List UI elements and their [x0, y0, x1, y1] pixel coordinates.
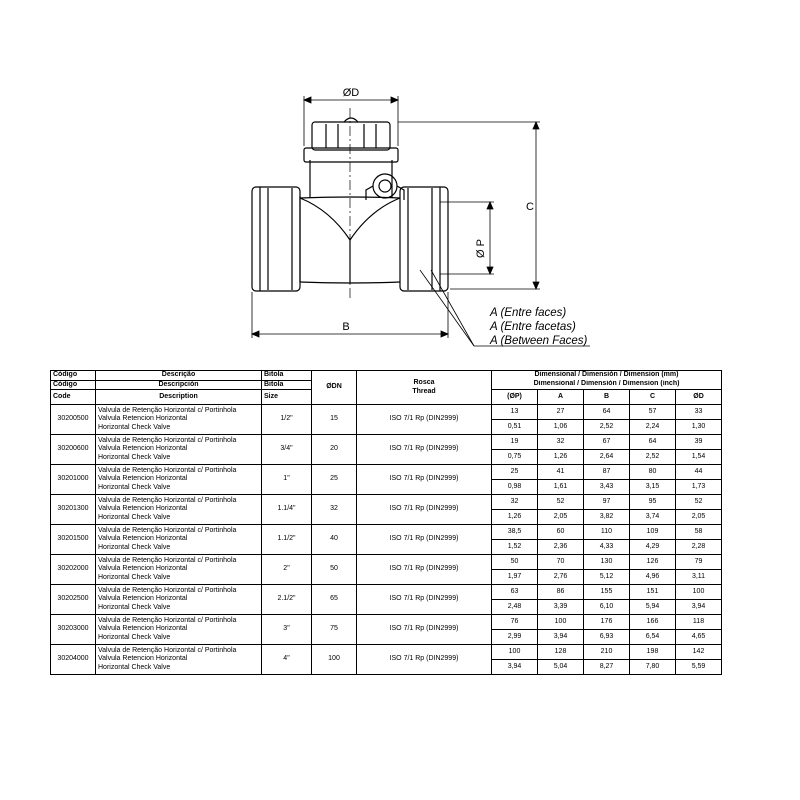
row-dim-mm: 60 — [538, 525, 584, 540]
row-dim-mm: 155 — [584, 585, 630, 600]
table-row — [51, 465, 722, 480]
row-dim-inch: 0,75 — [492, 450, 538, 465]
row-dim-inch: 3,39 — [538, 600, 584, 615]
row-desc-en: Horizontal Check Valve — [98, 453, 171, 461]
faces-label-pt: A (Entre faces) — [490, 307, 567, 319]
row-desc-es: Valvula Retencion Horizontal — [98, 475, 188, 483]
label-p: Ø P — [475, 239, 487, 258]
row-description — [96, 615, 262, 645]
row-description — [96, 405, 262, 435]
row-code: 30201300 — [51, 495, 96, 525]
row-dim-inch: 3,74 — [630, 510, 676, 525]
row-dim-inch: 5,12 — [584, 570, 630, 585]
row-dim-inch: 3,94 — [538, 630, 584, 645]
row-dim-mm: 63 — [492, 585, 538, 600]
dimension-d — [304, 96, 398, 146]
row-desc-pt: Valvula de Retenção Horizontal c/ Portinhola — [98, 496, 237, 504]
row-dim-inch: 3,82 — [584, 510, 630, 525]
header-thread-pt: Rosca — [413, 379, 435, 386]
row-dn: 75 — [312, 615, 357, 645]
row-dim-inch: 2,52 — [584, 420, 630, 435]
table-row — [51, 435, 722, 450]
table-row — [51, 555, 722, 570]
row-desc-pt: Valvula de Retenção Horizontal c/ Portinhola — [98, 436, 237, 444]
row-size: 1/2" — [262, 405, 312, 435]
header-size-pt: Bitola — [262, 371, 312, 381]
row-dim-mm: 52 — [676, 495, 722, 510]
header-dn: ØDN — [312, 371, 357, 405]
row-dim-inch: 1,30 — [676, 420, 722, 435]
row-desc-pt: Valvula de Retenção Horizontal c/ Portinhola — [98, 466, 237, 474]
row-thread: ISO 7/1 Rp (DIN2999) — [357, 615, 492, 645]
row-dim-mm: 52 — [538, 495, 584, 510]
row-size: 2.1/2" — [262, 585, 312, 615]
header-col-c: C — [630, 390, 676, 405]
dimension-b — [252, 292, 448, 338]
row-dim-mm: 76 — [492, 615, 538, 630]
row-thread: ISO 7/1 Rp (DIN2999) — [357, 555, 492, 585]
row-dim-inch: 0,51 — [492, 420, 538, 435]
row-dim-mm: 67 — [584, 435, 630, 450]
row-dim-inch: 2,99 — [492, 630, 538, 645]
row-desc-pt: Valvula de Retenção Horizontal c/ Portinhola — [98, 526, 237, 534]
row-dim-inch: 6,54 — [630, 630, 676, 645]
row-size: 1" — [262, 465, 312, 495]
row-dim-inch: 1,06 — [538, 420, 584, 435]
valve-technical-drawing — [0, 0, 800, 370]
row-desc-es: Valvula Retencion Horizontal — [98, 535, 188, 543]
header-col-b: B — [584, 390, 630, 405]
header-dim-mm: Dimensional / Dimensión / Dimension (mm) — [492, 371, 722, 381]
row-dim-inch: 2,05 — [676, 510, 722, 525]
row-dim-mm: 38,5 — [492, 525, 538, 540]
row-dim-mm: 97 — [584, 495, 630, 510]
label-c: C — [526, 201, 534, 213]
row-desc-en: Horizontal Check Valve — [98, 423, 171, 431]
row-dn: 15 — [312, 405, 357, 435]
row-desc-en: Horizontal Check Valve — [98, 543, 171, 551]
header-desc-pt: Descrição — [96, 371, 262, 381]
row-dim-mm: 142 — [676, 645, 722, 660]
row-desc-en: Horizontal Check Valve — [98, 483, 171, 491]
row-dim-inch: 5,94 — [630, 600, 676, 615]
row-desc-en: Horizontal Check Valve — [98, 633, 171, 641]
row-desc-en: Horizontal Check Valve — [98, 513, 171, 521]
row-dim-mm: 126 — [630, 555, 676, 570]
row-description — [96, 435, 262, 465]
row-thread: ISO 7/1 Rp (DIN2999) — [357, 495, 492, 525]
row-code: 30203000 — [51, 615, 96, 645]
row-desc-pt: Valvula de Retenção Horizontal c/ Portinhola — [98, 406, 237, 414]
table-row — [51, 615, 722, 630]
row-dim-inch: 4,96 — [630, 570, 676, 585]
row-dim-mm: 110 — [584, 525, 630, 540]
row-dim-mm: 50 — [492, 555, 538, 570]
row-dim-mm: 44 — [676, 465, 722, 480]
row-dim-inch: 2,64 — [584, 450, 630, 465]
row-dim-inch: 2,05 — [538, 510, 584, 525]
row-dim-mm: 13 — [492, 405, 538, 420]
row-dn: 65 — [312, 585, 357, 615]
row-dim-mm: 64 — [630, 435, 676, 450]
row-dim-inch: 1,52 — [492, 540, 538, 555]
table-row — [51, 405, 722, 420]
header-desc-es: Descripción — [96, 380, 262, 390]
row-dim-inch: 0,98 — [492, 480, 538, 495]
row-description — [96, 465, 262, 495]
row-thread: ISO 7/1 Rp (DIN2999) — [357, 525, 492, 555]
row-dim-mm: 27 — [538, 405, 584, 420]
row-desc-pt: Valvula de Retenção Horizontal c/ Portinhola — [98, 586, 237, 594]
row-dim-mm: 79 — [676, 555, 722, 570]
row-dim-mm: 176 — [584, 615, 630, 630]
row-dim-mm: 19 — [492, 435, 538, 450]
row-desc-es: Valvula Retencion Horizontal — [98, 445, 188, 453]
row-dim-mm: 130 — [584, 555, 630, 570]
row-size: 3" — [262, 615, 312, 645]
row-description — [96, 585, 262, 615]
row-dim-mm: 58 — [676, 525, 722, 540]
row-desc-es: Valvula Retencion Horizontal — [98, 565, 188, 573]
row-dim-mm: 100 — [676, 585, 722, 600]
row-dim-inch: 2,76 — [538, 570, 584, 585]
row-dn: 32 — [312, 495, 357, 525]
row-dim-mm: 210 — [584, 645, 630, 660]
row-code: 30202000 — [51, 555, 96, 585]
row-dim-inch: 1,26 — [538, 450, 584, 465]
row-dn: 40 — [312, 525, 357, 555]
row-desc-es: Valvula Retencion Horizontal — [98, 595, 188, 603]
row-dim-mm: 118 — [676, 615, 722, 630]
row-dim-mm: 128 — [538, 645, 584, 660]
row-description — [96, 525, 262, 555]
row-dim-mm: 198 — [630, 645, 676, 660]
row-dim-inch: 4,33 — [584, 540, 630, 555]
row-dim-mm: 32 — [492, 495, 538, 510]
header-col-d: ØD — [676, 390, 722, 405]
row-thread: ISO 7/1 Rp (DIN2999) — [357, 465, 492, 495]
row-dim-inch: 5,04 — [538, 660, 584, 675]
row-dim-inch: 3,11 — [676, 570, 722, 585]
row-desc-en: Horizontal Check Valve — [98, 573, 171, 581]
row-dim-mm: 39 — [676, 435, 722, 450]
row-thread: ISO 7/1 Rp (DIN2999) — [357, 645, 492, 675]
row-code: 30202500 — [51, 585, 96, 615]
row-description — [96, 495, 262, 525]
header-dim-inch: Dimensional / Dimensión / Dimension (inch) — [492, 380, 722, 390]
dimension-c — [398, 122, 540, 289]
row-dim-inch: 2,28 — [676, 540, 722, 555]
row-desc-en: Horizontal Check Valve — [98, 603, 171, 611]
row-dim-inch: 5,59 — [676, 660, 722, 675]
row-code: 30201000 — [51, 465, 96, 495]
table-row — [51, 645, 722, 660]
row-dim-mm: 95 — [630, 495, 676, 510]
row-desc-es: Valvula Retencion Horizontal — [98, 655, 188, 663]
row-desc-es: Valvula Retencion Horizontal — [98, 505, 188, 513]
row-dim-inch: 6,93 — [584, 630, 630, 645]
row-dim-inch: 2,52 — [630, 450, 676, 465]
row-dim-inch: 2,36 — [538, 540, 584, 555]
header-code-pt: Código — [51, 371, 96, 381]
row-dim-inch: 3,43 — [584, 480, 630, 495]
row-dim-mm: 64 — [584, 405, 630, 420]
row-dim-mm: 151 — [630, 585, 676, 600]
row-dim-mm: 100 — [492, 645, 538, 660]
header-thread — [357, 371, 492, 405]
row-dim-inch: 6,10 — [584, 600, 630, 615]
label-d: ØD — [342, 87, 360, 99]
row-thread: ISO 7/1 Rp (DIN2999) — [357, 435, 492, 465]
row-dim-inch: 4,29 — [630, 540, 676, 555]
row-code: 30200500 — [51, 405, 96, 435]
header-size-en: Size — [262, 390, 312, 405]
row-dim-mm: 100 — [538, 615, 584, 630]
row-dn: 50 — [312, 555, 357, 585]
row-code: 30200600 — [51, 435, 96, 465]
row-dim-inch: 7,80 — [630, 660, 676, 675]
row-description — [96, 645, 262, 675]
row-dim-mm: 87 — [584, 465, 630, 480]
row-dim-mm: 70 — [538, 555, 584, 570]
row-desc-pt: Valvula de Retenção Horizontal c/ Portinhola — [98, 556, 237, 564]
row-dn: 25 — [312, 465, 357, 495]
header-size-es: Bitola — [262, 380, 312, 390]
row-dim-mm: 25 — [492, 465, 538, 480]
header-code-es: Código — [51, 380, 96, 390]
header-desc-en: Description — [96, 390, 262, 405]
row-dim-inch: 1,97 — [492, 570, 538, 585]
row-code: 30204000 — [51, 645, 96, 675]
row-size: 3/4" — [262, 435, 312, 465]
specification-table — [50, 370, 722, 675]
row-size: 1.1/2" — [262, 525, 312, 555]
row-desc-es: Valvula Retencion Horizontal — [98, 625, 188, 633]
row-thread: ISO 7/1 Rp (DIN2999) — [357, 585, 492, 615]
row-dim-inch: 3,94 — [676, 600, 722, 615]
row-dim-inch: 3,94 — [492, 660, 538, 675]
header-col-a: A — [538, 390, 584, 405]
row-dim-mm: 32 — [538, 435, 584, 450]
row-dim-inch: 3,15 — [630, 480, 676, 495]
row-dim-mm: 166 — [630, 615, 676, 630]
row-dim-mm: 41 — [538, 465, 584, 480]
row-dim-inch: 1,73 — [676, 480, 722, 495]
row-dim-inch: 2,48 — [492, 600, 538, 615]
table-row — [51, 495, 722, 510]
faces-label-es: A (Entre facetas) — [490, 321, 576, 333]
row-dim-mm: 86 — [538, 585, 584, 600]
row-dim-inch: 1,54 — [676, 450, 722, 465]
row-desc-pt: Valvula de Retenção Horizontal c/ Portinhola — [98, 646, 237, 654]
row-dn: 20 — [312, 435, 357, 465]
row-dim-inch: 8,27 — [584, 660, 630, 675]
header-col-p: (ØP) — [492, 390, 538, 405]
row-dim-mm: 80 — [630, 465, 676, 480]
row-dim-mm: 33 — [676, 405, 722, 420]
row-dim-mm: 109 — [630, 525, 676, 540]
label-b: B — [342, 321, 350, 333]
header-thread-en: Thread — [412, 387, 436, 395]
header-code-en: Code — [51, 390, 96, 405]
table-row — [51, 585, 722, 600]
row-size: 4" — [262, 645, 312, 675]
row-dim-inch: 1,26 — [492, 510, 538, 525]
row-dim-mm: 57 — [630, 405, 676, 420]
row-code: 30201500 — [51, 525, 96, 555]
row-size: 1.1/4" — [262, 495, 312, 525]
row-description — [96, 555, 262, 585]
row-size: 2" — [262, 555, 312, 585]
row-dn: 100 — [312, 645, 357, 675]
row-desc-en: Horizontal Check Valve — [98, 663, 171, 671]
faces-label-en: A (Between Faces) — [490, 335, 588, 347]
row-dim-inch: 4,65 — [676, 630, 722, 645]
row-desc-es: Valvula Retencion Horizontal — [98, 415, 188, 423]
table-body — [51, 405, 722, 675]
row-dim-inch: 2,24 — [630, 420, 676, 435]
table-row — [51, 525, 722, 540]
row-desc-pt: Valvula de Retenção Horizontal c/ Portinhola — [98, 616, 237, 624]
row-thread: ISO 7/1 Rp (DIN2999) — [357, 405, 492, 435]
row-dim-inch: 1,61 — [538, 480, 584, 495]
